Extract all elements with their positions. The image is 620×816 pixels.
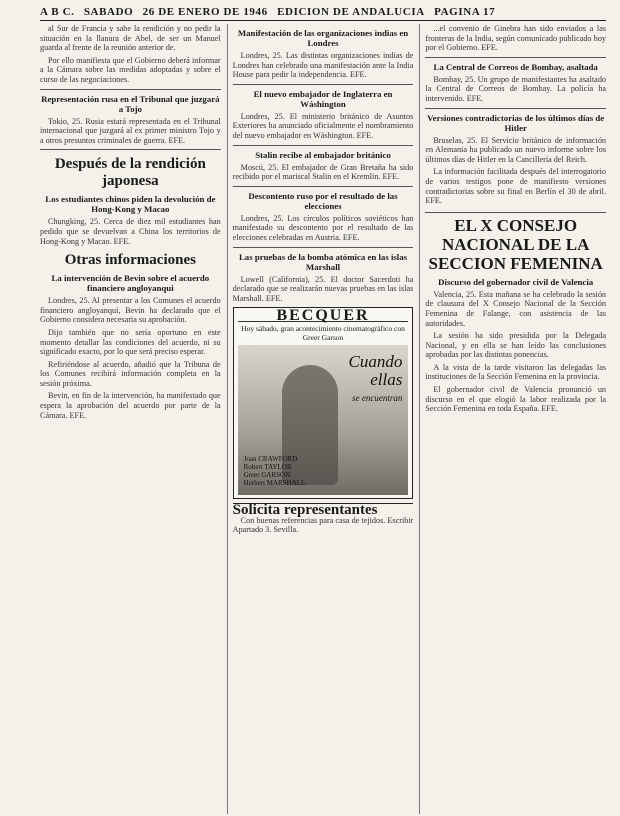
article-text: Bombay, 25. Un grupo de manifestantes ha asaltado la Central de Correos de Bombay. La policía ha intervenido. EFE. (425, 74, 607, 103)
cast-name: Robert TAYLOR (243, 462, 292, 471)
article-text: La información facilitada después del interrogatorio de varios testigos pone de manifiesto versiones contradictorias sobre su final en Berlín el 30 de abril. EFE. (425, 167, 607, 206)
article-text: A la vista de la tarde visitaron las delegadas las instituciones de la Sección Femenina en la provincia. (425, 362, 607, 382)
ad-subtitle: Hoy sábado, gran acontecimiento cinematográfico con Greer Garson (241, 323, 405, 342)
article-text: Londres, 25. Las distintas organizaciones indias de Londres han celebrado una manifestación ante la India House para pedir la independencia. EFE. (232, 51, 414, 80)
article-text: Londres, 25. Los círculos políticos soviéticos han manifestado su descontento por el resultado de las elecciones celebradas en Austria. EFE. (232, 213, 414, 242)
divider (233, 84, 414, 85)
headline: Stalin recibe al embajador británico (255, 149, 391, 160)
classified-text: Con buenas referencias para casa de tejidos. Escribir Apartado 3. Sevilla. (232, 515, 414, 535)
divider (233, 145, 414, 146)
column-3 (419, 24, 606, 814)
cast-name: Greer GARSON (243, 470, 291, 479)
masthead (40, 6, 606, 21)
columns (40, 24, 606, 814)
masthead-page: PAGINA 17 (434, 6, 496, 18)
column-2 (227, 24, 414, 814)
article-text: al Sur de Francia y sabe la rendición y no pedir la situación en la llanura de Abel, de ser un Manuel guarda al frente de la reunión anterior de. (40, 24, 221, 53)
article-text: Moscú, 25. El embajador de Gran Bretaña ha sido recibido por el mariscal Stalin en el Kremlin. EFE. (232, 162, 414, 182)
article-text: Bruselas, 25. El Servicio británico de información en Alemania ha publicado un nuevo informe sobre los últimos días de Hitler en la Cancillería del Reich. (425, 135, 607, 164)
headline: Versiones contradictorias de los últimos días de Hitler (427, 112, 605, 133)
article-text: Dijo también que no sería oportuno en este momento detallar las condiciones del acuerdo, ni su significado exacto, por lo que será preciso esperar. (40, 327, 221, 357)
film-poster-image (238, 345, 409, 495)
headline: Descontento ruso por el resultado de las elecciones (248, 190, 398, 211)
article-text: Por ello manifiesta que el Gobierno deberá informar a la Cámara sobre las medidas adoptadas y sobre el curso de las negociaciones. (40, 55, 221, 84)
article-text: Valencia, 25. Esta mañana se ha celebrado la sesión de clausura del X Consejo Nacional de la Sección Femenina de Falange, con asistencia de las autoridades. (425, 289, 607, 328)
article-text: Londres, 25. Al presentar a los Comunes el acuerdo financiero angloyanqui, Bevin ha declarado que el Gobierno considera necesaria su aprobación. (40, 296, 221, 325)
headline: Manifestación de las organizaciones indias en Londres (237, 28, 409, 48)
headline: Representación rusa en el Tribunal que juzgará a Tojo (41, 93, 220, 114)
article-text: Chungking, 25. Cerca de diez mil estudiantes han pedido que se devuelvan a China los territorios de Hong-Kong y Macao. EFE. (40, 217, 221, 246)
headline: El nuevo embajador de Inglaterra en Wáshington (253, 88, 393, 109)
masthead-date: 26 DE ENERO DE 1946 (142, 6, 268, 18)
film-cast (244, 455, 306, 487)
divider (40, 149, 221, 150)
article-text: Tokio, 25. Rusia estará representada en el Tribunal internacional que juzgará al ex primer ministro Tojo y a otros presuntos criminales de guerra. EFE. (40, 116, 221, 145)
film-title-line: se encuentran (352, 392, 403, 403)
masthead-edition: EDICION DE ANDALUCIA (277, 6, 425, 18)
cinema-advertisement (233, 307, 414, 499)
headline: La Central de Correos de Bombay, asaltada (433, 61, 598, 72)
divider (425, 108, 606, 109)
section-headline: Otras informaciones (64, 252, 196, 269)
classified-title: Solicita representantes (233, 503, 414, 516)
section-headline: EL X CONSEJO NACIONAL DE LA SECCION FEMENINA (425, 212, 606, 273)
section-headline: Después de la rendición japonesa (54, 156, 206, 190)
headline: La intervención de Bevin sobre el acuerdo financiero angloyanqui (51, 273, 210, 294)
article-text: Lowell (California), 25. El doctor Sacerdoti ha declarado que se realizarán nuevas pruebas en las islas Marshall. EFE. (232, 274, 414, 303)
article-text: Bevin, en fin de la intervención, ha manifestado que espera la aprobación del acuerdo por parte de la Cámara. EFE. (40, 391, 221, 420)
column-1 (40, 24, 221, 814)
divider (233, 247, 414, 248)
film-title (349, 353, 403, 407)
headline: Discurso del gobernador civil de Valencia (438, 276, 594, 287)
article-text: El gobernador civil de Valencia pronunció un discurso en el que elogió la labor realizada por la Sección Femenina en toda España. EFE. (425, 385, 607, 414)
film-title-line: Cuando (348, 351, 403, 371)
article-text: ...el convenio de Ginebra han sido enviados a las fronteras de la India, según comunicado publicado hoy por el Gobierno. EFE. (425, 24, 607, 53)
ad-title: BECQUER (238, 311, 409, 322)
masthead-abc: A B C. (40, 6, 75, 18)
article-text: La sesión ha sido presidida por la Delegada Nacional, y en ella se han leído las conclusiones aprobadas por las distintas ponencias. (425, 331, 607, 360)
headline: Los estudiantes chinos piden la devolución de Hong-Kong y Macao (45, 194, 216, 215)
cast-name: Herbert MARSHALL (243, 478, 306, 487)
divider (425, 57, 606, 58)
film-title-line: ellas (370, 369, 403, 389)
cast-name: Joan CRAWFORD (243, 454, 298, 463)
divider (40, 89, 221, 90)
article-text: Refiriéndose al acuerdo, añadió que la Tribuna de los Comunes recibirá información completa en la sesión próxima. (40, 359, 221, 388)
headline: Las pruebas de la bomba atómica en las islas Marshall (238, 251, 408, 272)
article-text: Londres, 25. El ministerio británico de Asuntos Exteriores ha anunciado oficialmente el nombramiento del nuevo embajador en Wáshington. EFE. (232, 111, 414, 140)
divider (233, 186, 414, 187)
masthead-day: SABADO (83, 6, 134, 18)
